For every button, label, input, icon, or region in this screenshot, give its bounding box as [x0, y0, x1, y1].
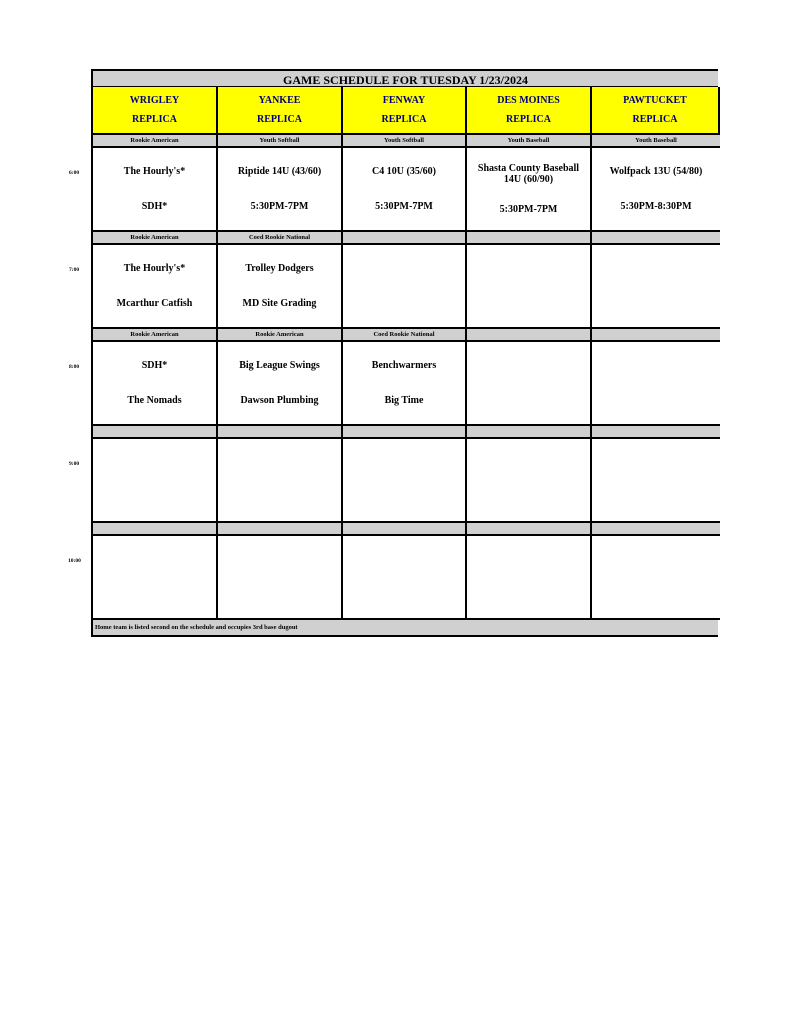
field-sub: REPLICA — [505, 114, 551, 125]
game-bottom-team: Dawson Plumbing — [240, 395, 319, 406]
field-sub: REPLICA — [131, 114, 177, 125]
division-label — [467, 329, 592, 342]
schedule-sheet — [91, 69, 718, 637]
division-label: Coed Rookie National — [343, 329, 467, 342]
division-label: Youth Softball — [343, 135, 467, 148]
division-label — [592, 329, 720, 342]
game-cell — [218, 148, 343, 232]
division-label — [467, 523, 592, 536]
game-bottom-team: SDH* — [141, 201, 168, 212]
game-cell — [93, 148, 218, 232]
time-slot-label: 8:00 — [69, 364, 80, 370]
game-bottom-team: 5:30PM-8:30PM — [620, 201, 692, 212]
game-cell — [218, 439, 343, 523]
game-top-team: SDH* — [141, 360, 168, 371]
field-name: YANKEE — [258, 95, 301, 106]
game-cell — [592, 245, 720, 329]
game-bottom-team: Big Time — [384, 395, 424, 406]
field-name: PAWTUCKET — [623, 95, 687, 106]
game-cell — [218, 342, 343, 426]
division-label: Youth Softball — [218, 135, 343, 148]
game-bottom-team: 5:30PM-7PM — [375, 201, 433, 212]
division-label: Youth Baseball — [592, 135, 720, 148]
game-top-team: Shasta County Baseball 14U (60/90) — [477, 163, 580, 186]
division-label: Rookie American — [93, 329, 218, 342]
game-top-team: Wolfpack 13U (54/80) — [609, 166, 703, 177]
game-cell — [93, 342, 218, 426]
game-cell — [93, 439, 218, 523]
game-cell — [467, 342, 592, 426]
game-bottom-team: The Nomads — [127, 395, 182, 406]
time-slot-label: 9:00 — [69, 461, 80, 467]
division-label — [93, 426, 218, 439]
game-cell — [467, 245, 592, 329]
division-label — [592, 426, 720, 439]
division-label — [218, 523, 343, 536]
game-bottom-team: 5:30PM-7PM — [499, 203, 558, 215]
game-bottom-team: MD Site Grading — [242, 298, 317, 309]
time-slot-label: 7:00 — [69, 267, 80, 273]
field-name: DES MOINES — [497, 95, 560, 106]
game-cell — [218, 245, 343, 329]
time-slot-label: 10:00 — [68, 558, 81, 564]
field-header-yankee — [218, 87, 343, 135]
game-cell — [343, 439, 467, 523]
game-cell — [467, 439, 592, 523]
division-label — [218, 426, 343, 439]
game-bottom-team: Mcarthur Catfish — [116, 298, 193, 309]
division-label — [467, 426, 592, 439]
schedule-title: GAME SCHEDULE FOR TUESDAY 1/23/2024 — [91, 69, 718, 87]
field-sub: REPLICA — [632, 114, 678, 125]
game-cell — [343, 148, 467, 232]
game-cell — [592, 536, 720, 620]
division-label: Youth Baseball — [467, 135, 592, 148]
division-label: Rookie American — [218, 329, 343, 342]
game-top-team: The Hourly's* — [123, 166, 186, 177]
field-header-des-moines — [467, 87, 592, 135]
game-cell — [343, 245, 467, 329]
game-top-team: Trolley Dodgers — [245, 263, 314, 274]
field-header-fenway — [343, 87, 467, 135]
schedule-grid — [91, 87, 718, 620]
game-top-team: Riptide 14U (43/60) — [237, 166, 322, 177]
game-cell — [93, 536, 218, 620]
field-header-pawtucket — [592, 87, 720, 135]
field-sub: REPLICA — [381, 114, 427, 125]
division-label: Coed Rookie National — [218, 232, 343, 245]
game-cell — [343, 536, 467, 620]
game-top-team: Benchwarmers — [371, 360, 437, 371]
game-top-team: Big League Swings — [239, 360, 320, 371]
division-label: Rookie American — [93, 135, 218, 148]
division-label — [592, 523, 720, 536]
division-label — [343, 523, 467, 536]
game-cell — [592, 148, 720, 232]
division-label — [343, 426, 467, 439]
game-top-team: The Hourly's* — [123, 263, 186, 274]
field-name: WRIGLEY — [129, 95, 180, 106]
field-name: FENWAY — [382, 95, 426, 106]
game-cell — [467, 536, 592, 620]
game-cell — [93, 245, 218, 329]
division-label — [343, 232, 467, 245]
schedule-footer-note: Home team is listed second on the schedule and occupies 3rd base dugout — [91, 620, 718, 637]
game-bottom-team: 5:30PM-7PM — [250, 201, 309, 212]
division-label — [467, 232, 592, 245]
field-sub: REPLICA — [256, 114, 302, 125]
division-label: Rookie American — [93, 232, 218, 245]
game-cell — [592, 439, 720, 523]
game-cell — [218, 536, 343, 620]
division-label — [93, 523, 218, 536]
time-slot-label: 6:00 — [69, 170, 80, 176]
game-cell — [592, 342, 720, 426]
game-cell — [343, 342, 467, 426]
field-header-wrigley — [93, 87, 218, 135]
division-label — [592, 232, 720, 245]
game-cell — [467, 148, 592, 232]
game-top-team: C4 10U (35/60) — [372, 166, 436, 177]
